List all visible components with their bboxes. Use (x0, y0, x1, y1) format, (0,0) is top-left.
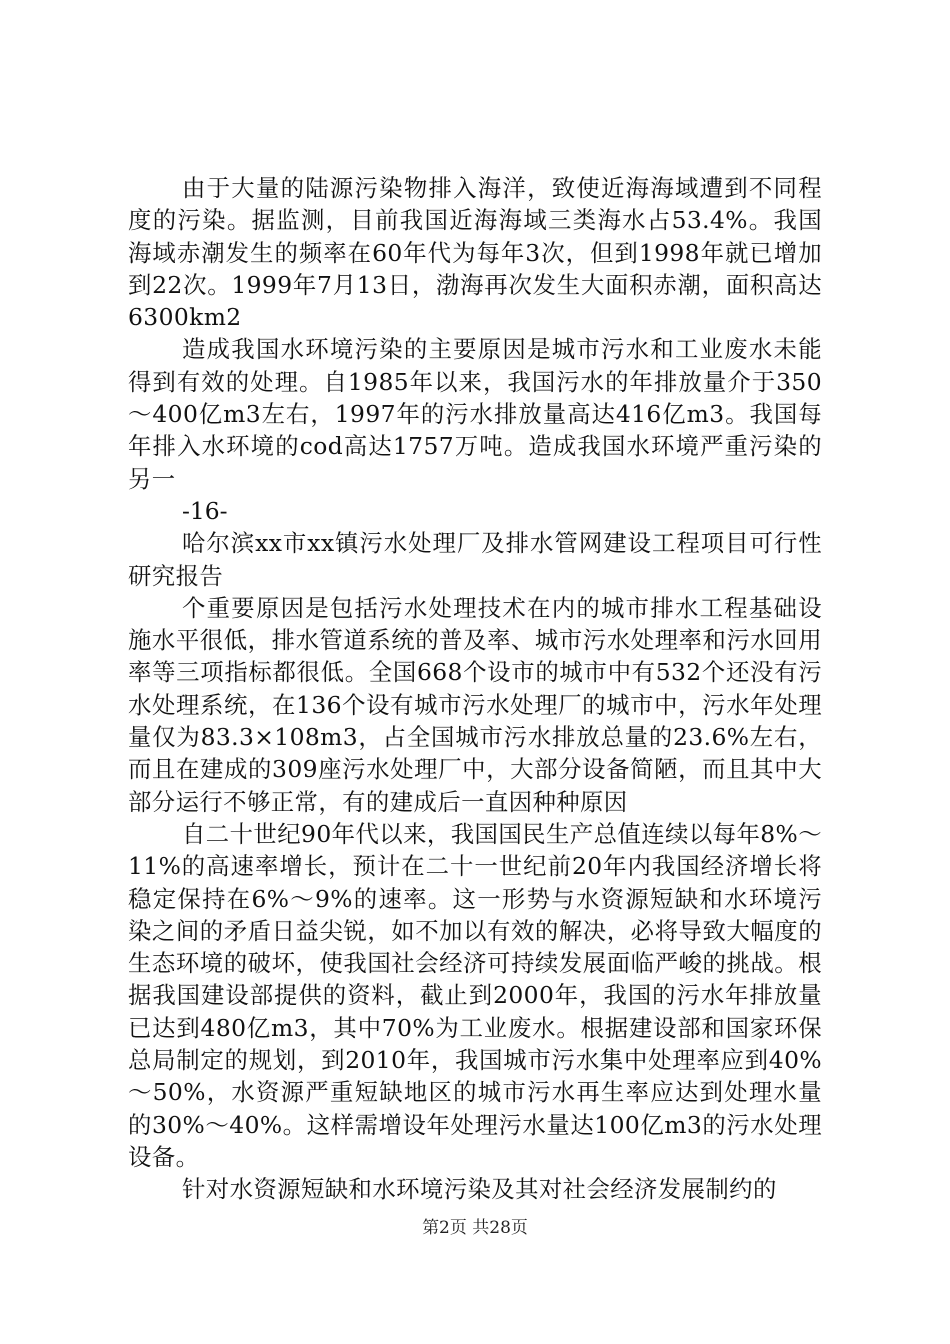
inline-page-marker: -16- (182, 496, 228, 525)
paragraph-pollution-causes: 造成我国水环境污染的主要原因是城市污水和工业废水未能得到有效的处理。自1985年以来，我国污水的年排放量介于350～400亿m3左右，1997年的污水排放量高达416亿m3。我国每年排入水环境的cod高达1757万吨。造成我国水环境严重污染的另一 (128, 335, 822, 493)
paragraph-economic-growth: 自二十世纪90年代以来，我国国民生产总值连续以每年8%～11%的高速率增长，预计在二十一世纪前20年内我国经济增长将稳定保持在6%～9%的速率。这一形势与水资源短缺和水环境污染之间的矛盾日益尖锐，如不加以有效的解决，必将导致大幅度的生态环境的破坏，使我国社会经济可持续发展面临严峻的挑战。根据我国建设部提供的资料，截止到2000年，我国的污水年排放量已达到480亿m3，其中70%为工业废水。根据建设部和国家环保总局制定的规划，到2010年，我国城市污水集中处理率应到40%～50%，水资源严重短缺地区的城市污水再生率应达到处理水量的30%～40%。这样需增设年处理污水量达100亿m3的污水处理设备。 (128, 819, 822, 1171)
document-body (128, 172, 822, 1206)
paragraph-infrastructure: 个重要原因是包括污水处理技术在内的城市排水工程基础设施水平很低，排水管道系统的普及率、城市污水处理率和污水回用率等三项指标都很低。全国668个设市的城市中有532个还没有污水处理系统，在136个设有城市污水处理厂的城市中，污水年处理量仅为83.3×108m3，占全国城市污水排放总量的23.6%左右，而且在建成的309座污水处理厂中，大部分设备简陋，而且其中大部分运行不够正常，有的建成后一直因种种原因 (128, 593, 822, 816)
paragraph-water-shortage: 针对水资源短缺和水环境污染及其对社会经济发展制约的 (182, 1175, 777, 1204)
paragraph-coastal-pollution: 由于大量的陆源污染物排入海洋，致使近海海域遭到不同程度的污染。据监测，目前我国近海海域三类海水占53.4%。我国海域赤潮发生的频率在60年代为每年3次，但到1998年就已增加到22次。1999年7月13日，渤海再次发生大面积赤潮，面积高达6300km2 (128, 174, 822, 332)
page-footer: 第2页 共28页 (422, 1218, 528, 1238)
report-running-title: 哈尔滨xx市xx镇污水处理厂及排水管网建设工程项目可行性研究报告 (128, 529, 822, 590)
